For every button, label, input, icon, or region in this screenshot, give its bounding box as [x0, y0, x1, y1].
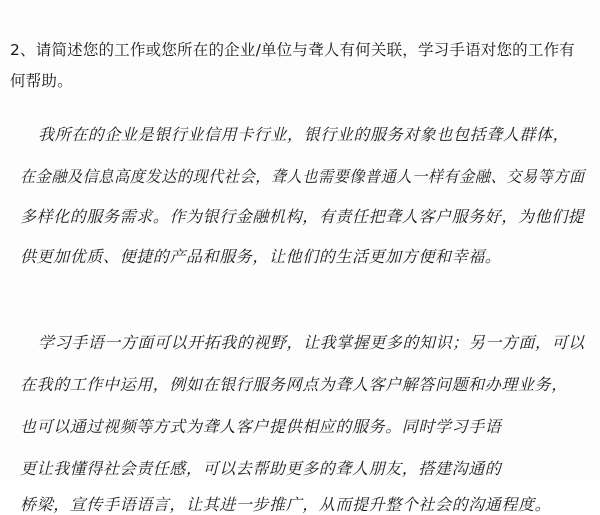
answer-line-7: 也可以通过视频等方式为聋人客户提供相应的服务。同时学习手语 [20, 417, 502, 436]
answer-line-4: 供更加优质、便捷的产品和服务，让他们的生活更加方便和幸福。 [20, 247, 502, 266]
question-text: 2、请简述您的工作或您所在的企业/单位与聋人有何关联，学习手语对您的工作有何帮助。 [10, 41, 575, 90]
answer-line-5: 学习手语一方面可以开拓我的视野，让我掌握更多的知识；另一方面，可以 [38, 333, 585, 352]
answer-line-1: 我所在的企业是银行业信用卡行业，银行业的服务对象也包括聋人群体， [38, 125, 570, 144]
answer-line-9: 桥梁，宣传手语语言，让其进一步推广，从而提升整个社会的沟通程度。 [20, 495, 552, 514]
answer-line-6: 在我的工作中运用，例如在银行服务网点为聋人客户解答问题和办理业务， [20, 375, 568, 394]
answer-line-2: 在金融及信息高度发达的现代社会，聋人也需要像普通人一样有金融、交易等方面 [20, 167, 585, 186]
answer-line-8: 更让我懂得社会责任感，可以去帮助更多的聋人朋友，搭建沟通的 [20, 459, 502, 478]
answer-line-3: 多样化的服务需求。作为银行金融机构，有责任把聋人客户服务好，为他们提 [20, 207, 585, 226]
